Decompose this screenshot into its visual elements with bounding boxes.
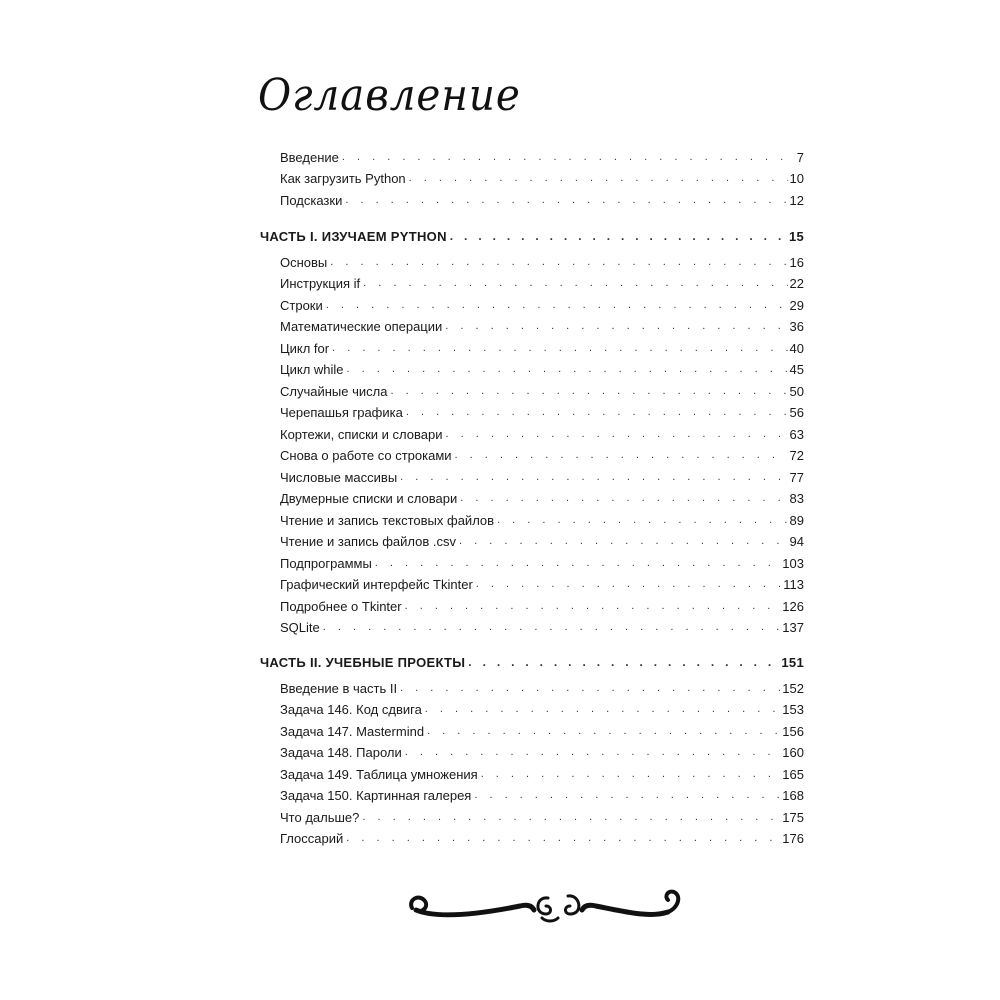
toc-entry[interactable] (260, 485, 804, 507)
dot-leader (445, 319, 787, 334)
toc-entry[interactable] (260, 717, 804, 739)
toc-entry[interactable] (260, 143, 804, 165)
dot-leader (400, 681, 780, 696)
toc-entry-label: Кортежи, списки и словари (280, 427, 446, 442)
toc-entry[interactable] (260, 592, 804, 614)
toc-entry-page: 29 (789, 297, 804, 313)
toc-entry[interactable] (260, 334, 804, 356)
toc-entry-label: Введение в часть II (280, 681, 400, 696)
toc-entry[interactable] (260, 442, 804, 464)
dot-leader (332, 341, 787, 356)
toc-entry-label: Случайные числа (280, 384, 390, 399)
toc-entry[interactable] (260, 614, 804, 636)
toc-entry-label: Как загрузить Python (280, 171, 409, 186)
toc-entry-page: 22 (789, 276, 804, 291)
toc-entry-label: Задача 146. Код сдвига (280, 702, 425, 717)
toc-entry-page: 152 (782, 680, 804, 696)
toc-entry-page: 176 (782, 831, 804, 846)
toc-entry-label: Чтение и запись файлов .csv (280, 534, 459, 549)
toc-entry[interactable] (260, 270, 804, 292)
toc-entry-label: Задача 148. Пароли (280, 745, 405, 760)
toc-entry-label: Подробнее о Tkinter (280, 599, 405, 614)
toc-entry-label: Основы (280, 255, 330, 270)
page-title: Оглавление (258, 70, 521, 121)
toc-part2-heading[interactable] (260, 648, 804, 670)
dot-leader (460, 491, 787, 506)
toc-entry-page: 50 (789, 383, 804, 399)
toc-entry[interactable] (260, 186, 804, 208)
toc-part-label: ЧАСТЬ I. ИЗУЧАЕМ PYTHON (260, 229, 450, 244)
dot-leader (425, 702, 781, 717)
toc-entry[interactable] (260, 825, 804, 847)
toc-entry[interactable] (260, 313, 804, 335)
toc-entry[interactable] (260, 420, 804, 442)
toc-entry[interactable] (260, 291, 804, 313)
toc-entry-page: 113 (783, 577, 804, 592)
dot-leader (346, 831, 780, 846)
toc-entry-label: Числовые массивы (280, 470, 400, 485)
dot-leader (390, 384, 787, 399)
toc-entry-page: 83 (789, 491, 804, 506)
dot-leader (450, 229, 787, 244)
toc-entry[interactable] (260, 696, 804, 718)
dot-leader (405, 745, 781, 760)
toc-entry[interactable] (260, 674, 804, 696)
toc-entry-page: 126 (782, 598, 804, 614)
toc-entry-page: 94 (789, 534, 804, 549)
toc-entry-label: Строки (280, 298, 326, 313)
dot-leader (459, 534, 788, 549)
toc-entry-page: 45 (789, 362, 804, 377)
toc-entry-page: 137 (782, 620, 804, 635)
dot-leader (406, 405, 788, 420)
toc-entry-label: Задача 149. Таблица умножения (280, 767, 481, 782)
toc-entry-label: Инструкция if (280, 276, 363, 291)
dot-leader (405, 599, 781, 614)
toc-entry-label: Подсказки (280, 193, 345, 208)
toc-entry-label: Введение (280, 150, 342, 165)
toc-entry-page: 165 (782, 766, 804, 782)
toc-entry-page: 175 (782, 809, 804, 825)
toc-entry[interactable] (260, 803, 804, 825)
toc-part2-section (260, 648, 804, 846)
toc-entry-page: 160 (782, 745, 804, 760)
toc-entry-label: Задача 150. Картинная галерея (280, 788, 474, 803)
toc-entry-label: Черепашья графика (280, 405, 406, 420)
dot-leader (323, 620, 781, 635)
toc-entry[interactable] (260, 528, 804, 550)
toc-entry[interactable] (260, 356, 804, 378)
dot-leader (362, 810, 780, 825)
dot-leader (363, 276, 787, 291)
toc-entry-page: 103 (782, 555, 804, 571)
toc-part1-section (260, 222, 804, 635)
toc-entry-page: 156 (782, 723, 804, 739)
toc-entry-page: 63 (789, 426, 804, 442)
toc-entry-page: 36 (789, 319, 804, 334)
toc-entry-label: Математические операции (280, 319, 445, 334)
toc-entry[interactable] (260, 399, 804, 421)
dot-leader (342, 150, 795, 165)
dot-leader (400, 470, 787, 485)
toc-entry-page: 10 (789, 171, 804, 186)
toc-entry-page: 89 (789, 512, 804, 528)
toc-entry[interactable] (260, 506, 804, 528)
toc-entry-label: Чтение и запись текстовых файлов (280, 513, 497, 528)
toc-entry-page: 77 (789, 469, 804, 485)
toc-entry-page: 16 (789, 254, 804, 270)
dot-leader (468, 655, 779, 670)
toc-entry-page: 56 (789, 405, 804, 420)
toc-entry[interactable] (260, 549, 804, 571)
dot-leader (481, 767, 781, 782)
toc-entry[interactable] (260, 571, 804, 593)
toc-entry-page: 7 (796, 149, 804, 165)
dot-leader (409, 171, 788, 186)
toc-entry-page: 153 (782, 702, 804, 717)
toc-entry-label: SQLite (280, 620, 323, 635)
toc-entry-label: Что дальше? (280, 810, 362, 825)
toc-intro-section (260, 143, 804, 208)
toc-entry[interactable] (260, 760, 804, 782)
flourish-ornament-icon (400, 882, 690, 932)
dot-leader (476, 577, 781, 592)
toc-entry-label: Двумерные списки и словари (280, 491, 460, 506)
toc-entry-label: Цикл while (280, 362, 347, 377)
toc-entry-label: Снова о работе со строками (280, 448, 455, 463)
dot-leader (474, 788, 780, 803)
toc-entry-label: Глоссарий (280, 831, 346, 846)
dot-leader (497, 513, 787, 528)
toc-entry[interactable] (260, 782, 804, 804)
toc-part-label: ЧАСТЬ II. УЧЕБНЫЕ ПРОЕКТЫ (260, 655, 468, 670)
toc-entry[interactable] (260, 248, 804, 270)
toc-entry-label: Графический интерфейс Tkinter (280, 577, 476, 592)
toc-part-page: 151 (781, 655, 804, 670)
dot-leader (455, 448, 788, 463)
toc-entry[interactable] (260, 463, 804, 485)
dot-leader (446, 427, 788, 442)
dot-leader (427, 724, 780, 739)
toc-entry-page: 12 (789, 192, 804, 208)
dot-leader (345, 193, 787, 208)
toc-entry[interactable] (260, 739, 804, 761)
dot-leader (330, 255, 787, 270)
toc-entry[interactable] (260, 165, 804, 187)
dot-leader (375, 556, 781, 571)
dot-leader (326, 298, 788, 313)
toc-entry-page: 168 (782, 788, 804, 803)
toc-entry-page: 40 (789, 340, 804, 356)
toc-part-page: 15 (788, 229, 804, 244)
toc-entry[interactable] (260, 377, 804, 399)
toc-entry-page: 72 (789, 448, 804, 463)
toc-part1-heading[interactable] (260, 222, 804, 244)
toc-entry-label: Цикл for (280, 341, 332, 356)
dot-leader (347, 362, 788, 377)
toc-entry-label: Подпрограммы (280, 556, 375, 571)
toc-entry-label: Задача 147. Mastermind (280, 724, 427, 739)
